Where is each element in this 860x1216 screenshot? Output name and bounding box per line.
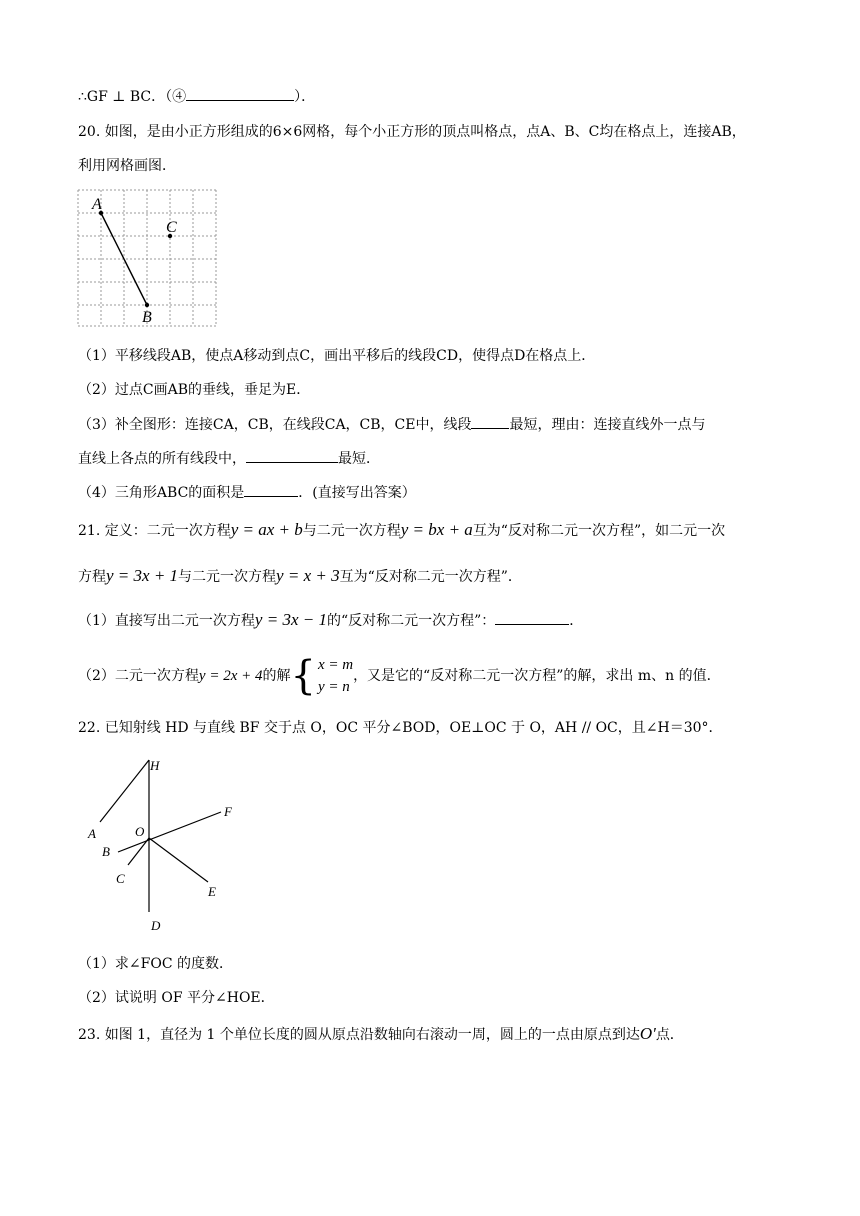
q21-text: （2）二元一次方程 (78, 668, 199, 684)
answer-blank (495, 610, 569, 625)
label-e: E (208, 884, 216, 899)
label-b: B (102, 844, 110, 859)
point-b (145, 303, 149, 307)
q21-text: 的“反对称二元一次方程”： (326, 613, 496, 629)
q22-sub2: （2）试说明 OF 平分∠HOE． (78, 990, 275, 1006)
ray-oe (149, 838, 208, 882)
answer-blank (244, 482, 298, 497)
label-c: C (116, 871, 125, 886)
brace-icon: { (290, 653, 316, 699)
label-c: C (166, 219, 177, 236)
q20-sub3-part4: 最短． (338, 451, 380, 467)
equation: y = ax + b (230, 520, 303, 539)
label-o: O (135, 824, 145, 839)
equation: y = 3x − 1 (254, 610, 327, 629)
q23-text: 点． (655, 1027, 684, 1043)
q21-text: 与二元一次方程 (178, 569, 277, 585)
q22-sub1: （1）求∠FOC 的度数． (78, 956, 233, 972)
answer-blank (246, 448, 338, 463)
q21-stem-line1 (78, 520, 725, 541)
equation-system (290, 654, 353, 698)
q21-sub2 (78, 654, 721, 698)
q21-text: 方程 (78, 569, 106, 585)
answer-blank (471, 414, 509, 429)
equation: y = x + 3 (276, 566, 340, 585)
q21-text: 21. 定义：二元一次方程 (78, 523, 231, 539)
q20-sub4 (78, 482, 416, 503)
q19-prefix: ∴GF ⊥ BC．（④ (78, 89, 187, 105)
q20-sub2: （2）过点C画AB的垂线，垂足为E． (78, 382, 311, 398)
q21-text: ，又是它的“反对称二元一次方程”的解，求出 m、n 的值． (353, 668, 721, 684)
q20-sub3-cont (78, 448, 380, 469)
q20-stem-line2: 利用网格画图． (78, 158, 176, 174)
q20-sub4-part1: （4）三角形ABC的面积是 (78, 485, 245, 501)
segment-ah (100, 760, 149, 822)
q19-conclusion (78, 86, 315, 107)
q20-sub3-part2: 最短，理由：连接直线外一点与 (509, 417, 706, 433)
equation: y = 2x + 4 (198, 668, 263, 684)
line-bf (118, 812, 221, 852)
q21-text: 互为“反对称二元一次方程”． (339, 569, 522, 585)
ray-oc (128, 838, 149, 865)
answer-blank (186, 86, 294, 101)
q21-text: 与二元一次方程 (302, 523, 401, 539)
label-h: H (150, 758, 160, 773)
equation: y = 3x + 1 (106, 566, 179, 585)
q20-sub3-part3: 直线上各点的所有线段中， (78, 451, 246, 467)
point-o-prime: O' (639, 1024, 656, 1043)
label-d: D (151, 918, 161, 933)
q21-text: 互为“反对称二元一次方程”，如二元一次 (472, 523, 726, 539)
q20-grid-figure (72, 188, 222, 330)
q20-sub3 (78, 414, 705, 435)
q20-sub4-part2: ．(直接写出答案） (298, 485, 416, 501)
q20-sub1: （1）平移线段AB，使点A移动到点C，画出平移后的线段CD，使得点D在格点上． (78, 348, 596, 364)
q20-stem-line1: 20. 如图，是由小正方形组成的6×6网格，每个小正方形的顶点叫格点，点A、B、C均在格点上，连接AB， (78, 124, 746, 140)
q20-sub3-part1: （3）补全图形：连接CA，CB，在线段CA，CB，CE中，线段 (78, 417, 472, 433)
q23-stem (78, 1024, 684, 1045)
q19-suffix: ）． (294, 89, 316, 105)
label-b: B (142, 309, 152, 326)
label-a: A (92, 196, 102, 213)
system-bottom: y = n (317, 679, 350, 695)
q23-text: 23. 如图 1，直径为 1 个单位长度的圆从原点沿数轴向右滚动一周，圆上的一点由原点到达 (78, 1027, 640, 1043)
equation: y = bx + a (400, 520, 473, 539)
q21-sub1 (78, 610, 583, 631)
q22-stem: 22. 已知射线 HD 与直线 BF 交于点 O，OC 平分∠BOD，OE⊥OC 于 O，AH // OC，且∠H＝30°． (78, 720, 723, 736)
q22-figure (80, 752, 250, 938)
label-f: F (224, 804, 232, 819)
q21-text: ． (569, 613, 584, 629)
label-a: A (88, 826, 96, 841)
q21-text: 的解 (262, 668, 291, 684)
system-top: x = m (317, 657, 354, 673)
q21-stem-line2 (78, 566, 522, 587)
q21-text: （1）直接写出二元一次方程 (78, 613, 255, 629)
